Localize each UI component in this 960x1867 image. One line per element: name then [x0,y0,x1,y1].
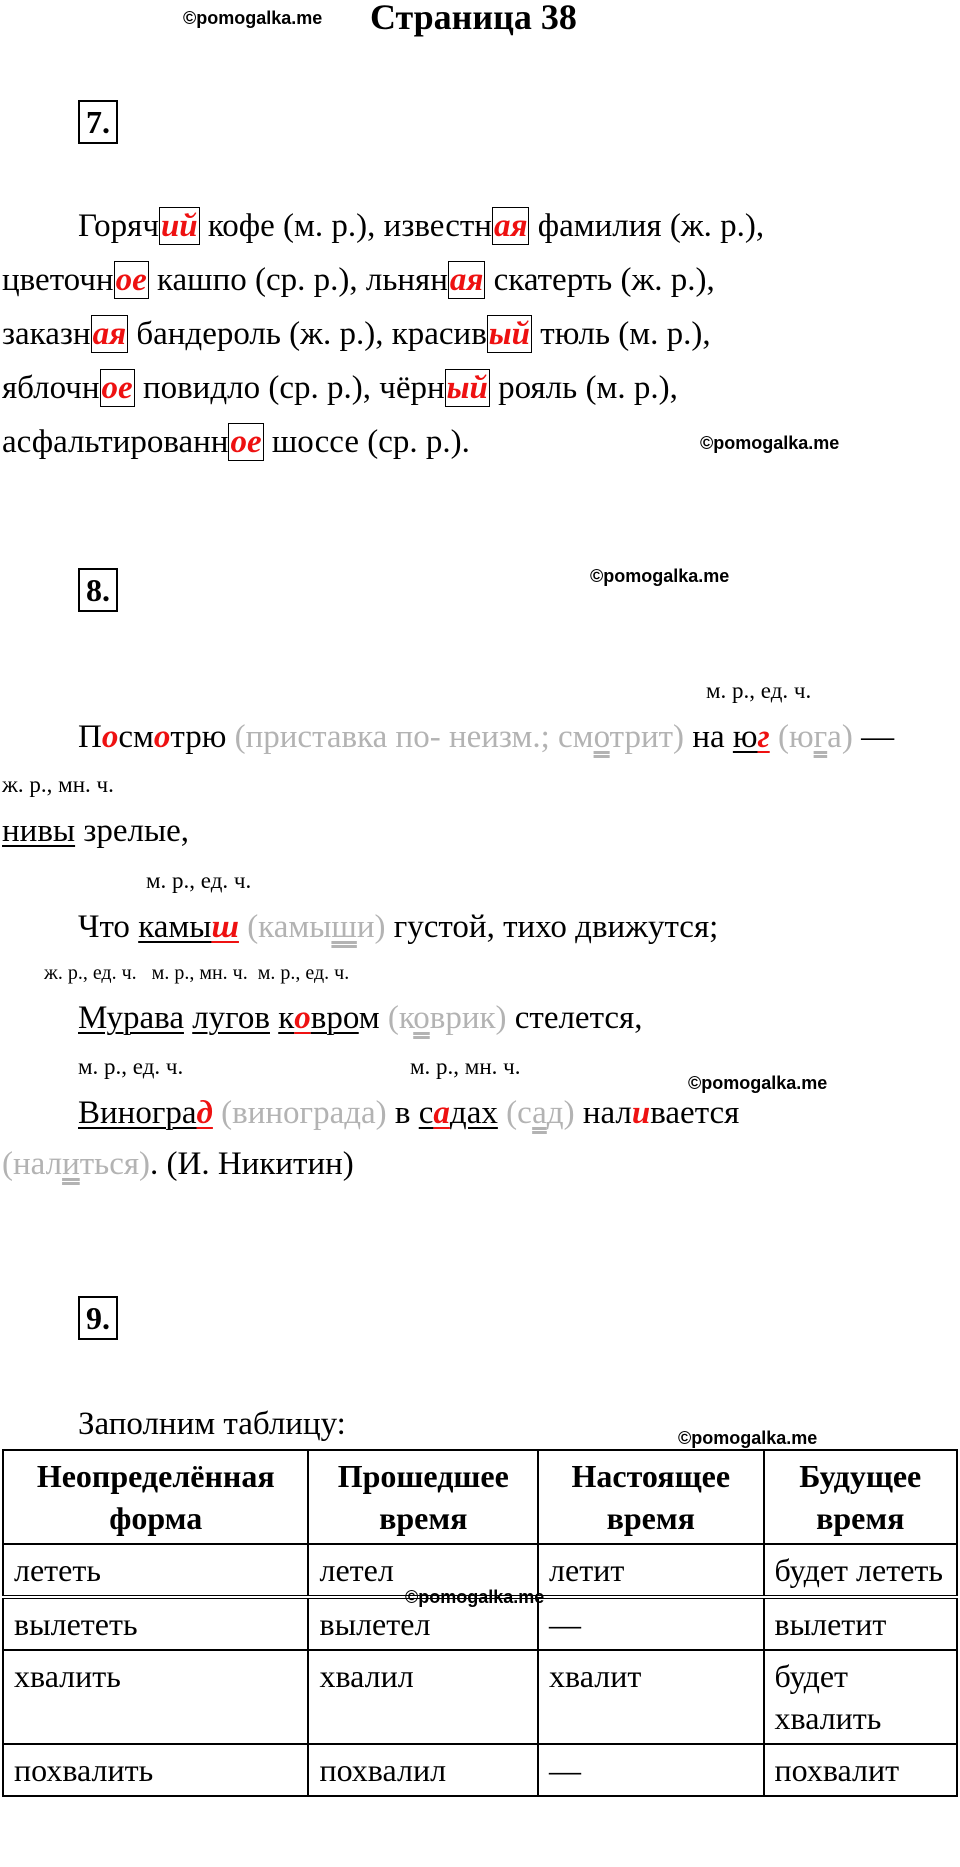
check-word: д) [546,1095,575,1131]
watermark: ©pomogalka.me [688,1073,828,1093]
text-segment: на [684,719,733,755]
table-cell: лететь [3,1544,308,1597]
exercise-number-7: 7. [78,100,118,144]
text-segment: зрелые, [75,813,190,849]
exercise-7-line [78,206,764,246]
check-word: (нал [2,1146,63,1182]
text-segment: см [118,719,154,755]
highlighted-ending: ый [488,316,531,352]
text-segment: П [78,719,102,755]
check-word: и) [356,909,386,945]
check-word: а) [827,719,853,755]
check-word: а [532,1095,547,1131]
check-word: о [593,719,610,755]
grammar-note: м. р., мн. ч. [410,1054,521,1079]
text-segment: цветочн [2,262,114,298]
poem-line-4 [78,998,642,1038]
text-segment [770,719,778,755]
text-segment: лугов [192,1000,270,1036]
table-cell: хвалить [3,1650,308,1744]
check-word: (с [506,1095,533,1131]
highlighted-ending: о [153,719,171,755]
highlighted-ending: д [196,1095,213,1131]
table-row [3,1744,957,1796]
table-cell: будет лететь [764,1544,957,1597]
text-segment: нивы [2,813,76,849]
grammar-note: ж. р., ед. ч. м. р., мн. ч. м. р., ед. ч. [44,962,350,984]
text-segment: . (И. Никитин) [150,1146,354,1182]
poem-line-3 [78,907,718,947]
highlighted-ending: ий [160,208,198,244]
table-cell: хвалит [538,1650,763,1744]
text-segment: вается [650,1095,740,1131]
check-word: врик) [429,1000,507,1036]
table-cell: летел [308,1544,538,1597]
text-segment [270,1000,278,1036]
exercise-7-line [2,260,715,300]
text-segment: яблочн [2,370,100,406]
grammar-note: м. р., ед. ч. [706,678,812,703]
header-future: Будущее время [764,1450,957,1544]
check-word: г [813,719,828,755]
poem-line-2 [2,811,189,851]
exercise-number-9: 9. [78,1296,118,1340]
check-word: д [344,1095,362,1131]
text-segment: с [418,1095,434,1131]
check-word: (к [387,1000,414,1036]
text-segment [184,1000,192,1036]
page-title: Страница 38 [370,0,577,37]
text-segment: густой, тихо движутся; [385,909,719,945]
table-cell: — [538,1744,763,1796]
table-cell: — [538,1597,763,1650]
text-segment: повидло (ср. р.), чёрн [134,370,445,406]
table-cell: вылетел [308,1597,538,1650]
grammar-note: м. р., ед. ч. [78,1054,184,1079]
check-word: (виногра [221,1095,345,1131]
table-cell: похвалить [3,1744,308,1796]
check-word: ш [331,909,357,945]
highlighted-ending: ое [101,370,133,406]
text-segment: стелется, [506,1000,643,1036]
exercise-7-line [2,314,711,354]
text-segment: Виногра [78,1095,197,1131]
text-segment: Что [78,909,139,945]
text-segment: камы [138,909,212,945]
text-segment: кофе (м. р.), известн [199,208,492,244]
check-word: (камы [247,909,332,945]
text-segment: Мурава [78,1000,184,1036]
check-word: и [62,1146,80,1182]
text-segment: шоссе (ср. р.). [263,424,470,460]
text-segment: м [358,1000,388,1036]
watermark: ©pomogalka.me [678,1428,818,1448]
watermark: ©pomogalka.me [183,8,323,28]
highlighted-ending: ый [446,370,488,406]
check-word: (ю [777,719,814,755]
text-segment: — [852,719,895,755]
text-segment: в [386,1095,419,1131]
highlighted-ending: и [631,1095,651,1131]
header-present: Настоящее время [538,1450,763,1544]
highlighted-ending: ое [230,424,262,460]
table-cell: летит [538,1544,763,1597]
highlighted-ending: ая [92,316,127,352]
table-cell: похвалил [308,1744,538,1796]
highlighted-ending: о [101,719,119,755]
text-segment: трю [170,719,235,755]
table-intro: Заполним таблицу: [78,1406,346,1442]
verb-table [2,1449,958,1797]
text-segment: асфальтированн [2,424,229,460]
poem-line-6 [2,1144,354,1184]
text-segment: к [278,1000,295,1036]
highlighted-ending: ое [115,262,147,298]
exercise-number-8: 8. [78,568,118,612]
text-segment [213,1095,221,1131]
highlighted-ending: о [294,1000,311,1036]
table-cell: будет хвалить [764,1650,957,1744]
exercise-7-line [2,422,470,462]
table-cell: вылетит [764,1597,957,1650]
table-cell: вылететь [3,1597,308,1650]
check-word: (приставка по- неизм.; см [234,719,594,755]
text-segment [498,1095,506,1131]
table-cell: хвалил [308,1650,538,1744]
text-segment: фамилия (ж. р.), [529,208,765,244]
exercise-7-line [2,368,678,408]
text-segment: ю [732,719,758,755]
text-segment: заказн [2,316,91,352]
check-word: ться) [79,1146,151,1182]
highlighted-ending: ш [211,909,239,945]
watermark: ©pomogalka.me [700,433,840,453]
text-segment: Горяч [78,208,159,244]
text-segment: кашпо (ср. р.), льнян [148,262,448,298]
table-cell: похвалит [764,1744,957,1796]
check-word: о [413,1000,430,1036]
text-segment: дах [449,1095,498,1131]
text-segment: бандероль (ж. р.), красив [128,316,487,352]
check-word: трит) [609,719,685,755]
text-segment: тюль (м. р.), [532,316,711,352]
grammar-note: м. р., ед. ч. [146,868,252,893]
text-segment: нал [574,1095,632,1131]
highlighted-ending: а [433,1095,450,1131]
header-past: Прошедшее время [308,1450,538,1544]
text-segment: скатерть (ж. р.), [485,262,715,298]
poem-line-5 [78,1093,739,1133]
check-word: а) [361,1095,387,1131]
text-segment [239,909,247,945]
header-infinitive: Неопределённая форма [3,1450,308,1544]
table-header-row [3,1450,957,1544]
watermark: ©pomogalka.me [405,1587,545,1607]
poem-line-1 [78,717,894,757]
grammar-note: ж. р., мн. ч. [2,772,114,797]
text-segment: вро [310,1000,359,1036]
watermark: ©pomogalka.me [590,566,730,586]
highlighted-ending: ая [493,208,528,244]
text-segment: рояль (м. р.), [489,370,678,406]
highlighted-ending: ая [449,262,484,298]
highlighted-ending: г [757,719,770,755]
table-row [3,1650,957,1744]
